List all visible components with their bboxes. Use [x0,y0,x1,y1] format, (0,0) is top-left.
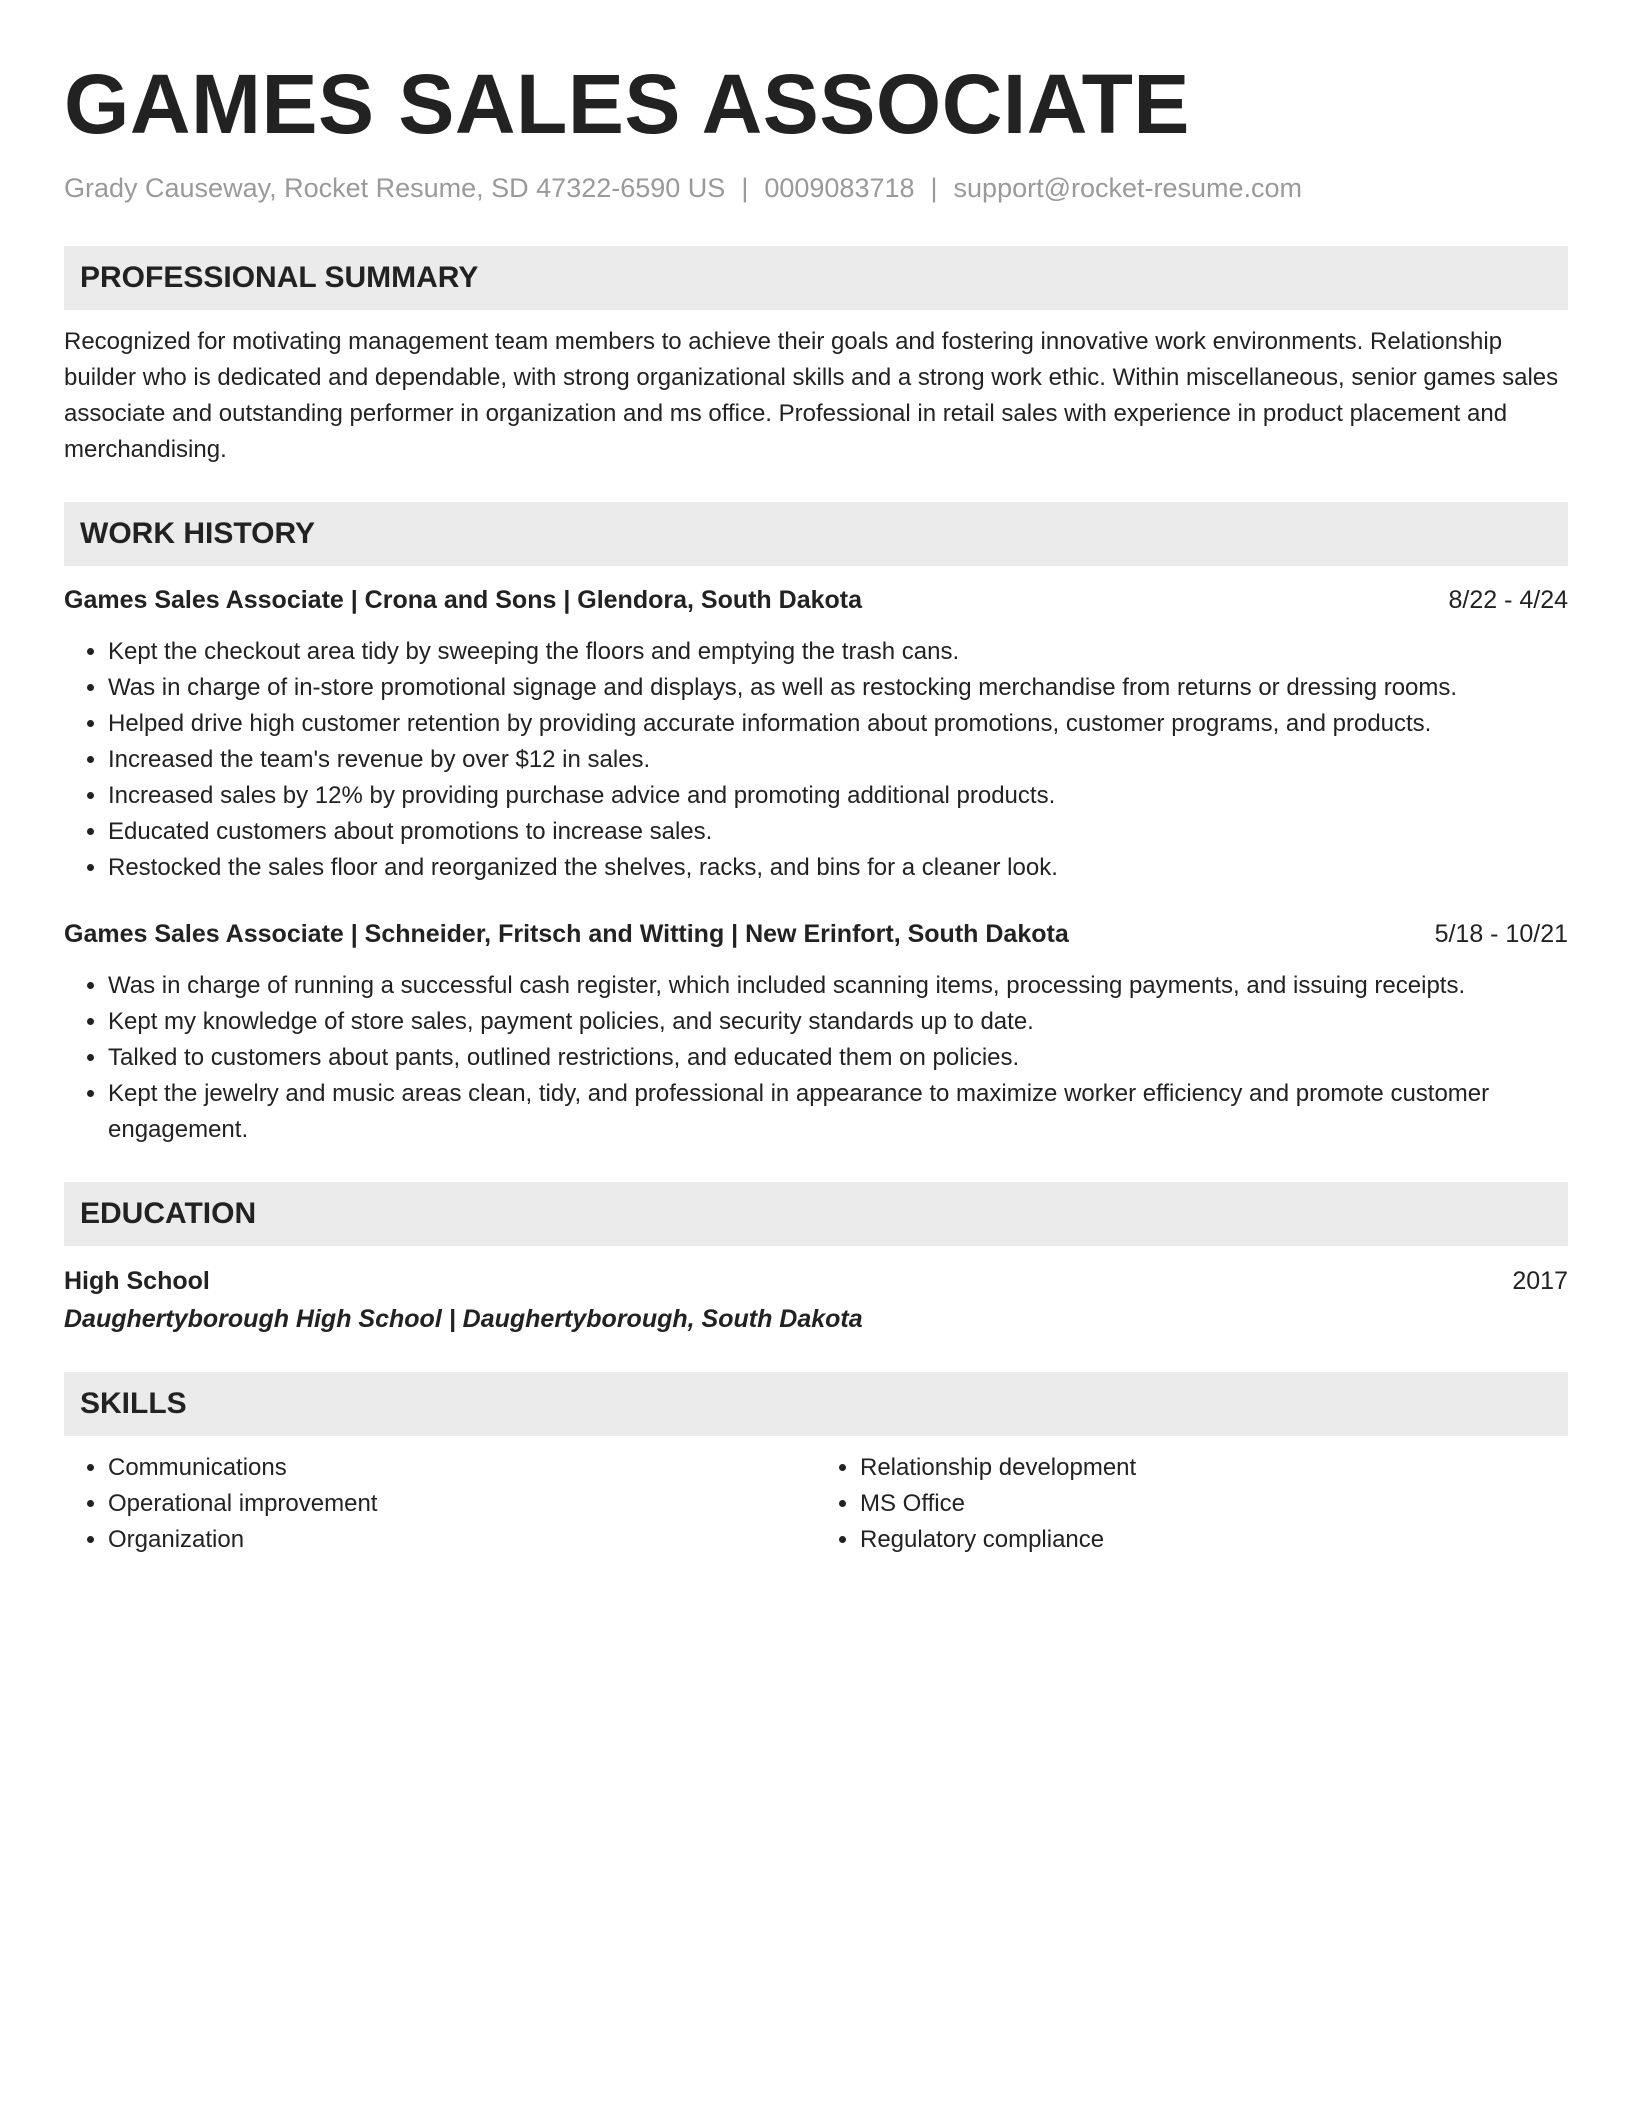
job-bullet: • Restocked the sales floor and reorganized the shelves, racks, and bins for a cleaner look. [108,850,1568,886]
contact-separator: | [930,173,938,203]
skills-list-right [816,1450,1568,1558]
skills-section [64,1372,1568,1558]
skill-item: • Organization [108,1522,816,1558]
education-entry [64,1262,1568,1338]
job-bullet: • Helped drive high customer retention by providing accurate information about promotions, customer programs, and products. [108,706,1568,742]
job-bullet: • Increased sales by 12% by providing purchase advice and promoting additional products. [108,778,1568,814]
education-header [64,1262,1568,1300]
job-bullet: • Increased the team's revenue by over $12 in sales. [108,742,1568,778]
contact-separator: | [741,173,749,203]
skills-heading: SKILLS [64,1372,1568,1436]
education-heading: EDUCATION [64,1182,1568,1246]
job-bullet: • Educated customers about promotions to increase sales. [108,814,1568,850]
skill-item: • Communications [108,1450,816,1486]
summary-text: Recognized for motivating management team members to achieve their goals and fostering innovative work environments. Relationship builder who is dedicated and dependable, with strong organizational skills and a strong work ethic. Within miscellaneous, senior games sales associate and outstanding performer in organization and ms office. Professional in retail sales with experience in product placement and merchandising. [64,328,1559,463]
job-title: Games Sales Associate | Schneider, Fritsch and Witting | New Erinfort, South Dakota [64,920,1069,948]
job-title: Games Sales Associate | Crona and Sons | Glendora, South Dakota [64,586,863,614]
resume-title: GAMES SALES ASSOCIATE [64,57,1190,151]
education-section [64,1182,1568,1338]
job-entry [64,582,1568,886]
contact-phone: 0009083718 [764,173,915,203]
skills-list-left [64,1450,816,1558]
summary-heading: PROFESSIONAL SUMMARY [64,246,1568,310]
job-bullet: • Kept the jewelry and music areas clean, tidy, and professional in appearance to maximize worker efficiency and promote customer engagement. [108,1076,1568,1148]
job-bullet: • Was in charge of in-store promotional signage and displays, as well as restocking merchandise from returns or dressing rooms. [108,670,1568,706]
job-bullet: • Was in charge of running a successful cash register, which included scanning items, processing payments, and issuing receipts. [108,968,1568,1004]
job-entry [64,916,1568,1148]
contact-email: support@rocket-resume.com [953,173,1303,203]
job-header [64,582,1568,618]
contact-line [64,170,1568,206]
skill-item: • Operational improvement [108,1486,816,1522]
skill-item: • Relationship development [860,1450,1568,1486]
work-history-heading: WORK HISTORY [64,502,1568,566]
education-school: Daughertyborough High School | Daughertyborough, South Dakota [64,1305,863,1333]
education-year: 2017 [1512,1267,1568,1295]
job-dates: 5/18 - 10/21 [1434,920,1568,948]
skill-item: • MS Office [860,1486,1568,1522]
contact-address: Grady Causeway, Rocket Resume, SD 47322-6590 US [64,173,726,203]
job-bullet: • Talked to customers about pants, outlined restrictions, and educated them on policies. [108,1040,1568,1076]
job-dates: 8/22 - 4/24 [1448,586,1568,614]
job-bullet: • Kept the checkout area tidy by sweeping the floors and emptying the trash cans. [108,634,1568,670]
summary-section [64,246,1568,468]
job-bullets [64,634,1568,886]
education-degree: High School [64,1267,210,1295]
job-bullets [64,968,1568,1148]
skill-item: • Regulatory compliance [860,1522,1568,1558]
work-history-section [64,502,1568,1148]
job-header [64,916,1568,952]
skills-grid [64,1436,1568,1558]
job-bullet: • Kept my knowledge of store sales, payment policies, and security standards up to date. [108,1004,1568,1040]
